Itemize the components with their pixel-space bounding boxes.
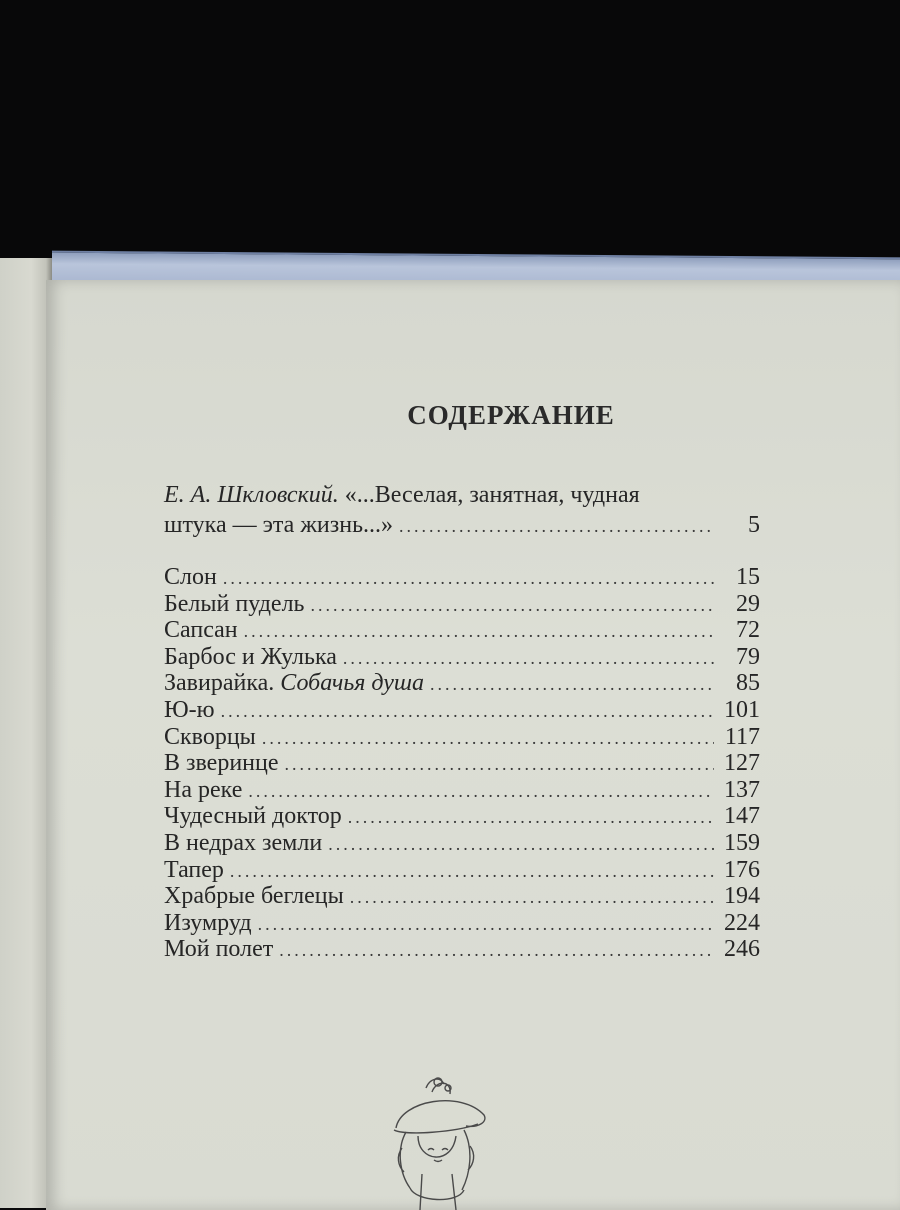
entry-page-number: 194 <box>724 883 760 910</box>
entry-page-number: 127 <box>724 750 760 777</box>
entry-page-number: 147 <box>724 803 760 830</box>
leader-dots <box>348 804 714 831</box>
open-book <box>0 250 900 1200</box>
intro-page-number: 5 <box>748 512 760 538</box>
contents-entry[interactable] <box>164 670 760 697</box>
entry-title: На реке <box>164 776 243 803</box>
contents-entry[interactable] <box>164 830 760 857</box>
leader-dots <box>223 565 714 592</box>
entry-title: Мой полет <box>164 936 274 963</box>
contents-entry[interactable] <box>164 591 760 618</box>
contents-entry[interactable] <box>164 803 760 830</box>
contents-entry[interactable] <box>164 883 760 910</box>
leader-dots <box>350 884 714 911</box>
entry-title: Ю-ю <box>164 696 215 723</box>
entry-title: В недрах земли <box>164 829 323 856</box>
intro-author: Е. А. Шкловский. <box>164 482 339 508</box>
entry-title: Храбрые беглецы <box>164 883 344 910</box>
entry-page-number: 29 <box>736 590 760 617</box>
contents-list <box>164 564 760 963</box>
dark-background <box>0 0 900 260</box>
entry-page-number: 85 <box>736 670 760 697</box>
entry-page-number: 246 <box>724 936 760 963</box>
leader-dots <box>279 937 714 964</box>
leader-dots <box>244 618 714 645</box>
entry-title: Белый пудель <box>164 590 305 617</box>
contents-entry[interactable] <box>164 724 760 751</box>
leader-dots <box>430 671 714 698</box>
intro-title-line1: «...Веселая, занятная, чудная <box>344 482 640 508</box>
entry-page-number: 159 <box>724 829 760 856</box>
entry-title: Тапер <box>164 856 224 883</box>
entry-title: Чудесный доктор <box>164 803 342 830</box>
entry-title: Изумруд <box>164 909 252 936</box>
entry-title: Завирайка. <box>164 670 275 697</box>
entry-subtitle: Собачья душа <box>280 670 425 697</box>
entry-title: В зверинце <box>164 750 279 777</box>
contents-entry[interactable] <box>164 564 760 591</box>
left-page-edge <box>0 258 52 1208</box>
contents-entry[interactable] <box>164 617 760 644</box>
intro-entry[interactable] <box>164 480 760 541</box>
leader-dots <box>343 645 714 672</box>
contents-entry[interactable] <box>164 857 760 884</box>
leader-dots <box>328 831 714 858</box>
leader-dots <box>230 858 714 885</box>
contents-entry[interactable] <box>164 777 760 804</box>
entry-page-number: 176 <box>724 856 760 883</box>
leader-dots <box>258 911 714 938</box>
entry-page-number: 15 <box>736 564 760 590</box>
contents-entry[interactable] <box>164 750 760 777</box>
entry-page-number: 224 <box>724 909 760 936</box>
entry-page-number: 101 <box>724 696 760 723</box>
leader-dots <box>285 751 714 778</box>
page-title: СОДЕРЖАНИЕ <box>407 400 615 430</box>
leader-dots <box>248 778 714 805</box>
leader-dots <box>221 698 714 725</box>
girl-illustration <box>366 1070 506 1210</box>
entry-page-number: 79 <box>736 643 760 670</box>
entry-title: Барбос и Жулька <box>164 643 337 670</box>
entry-page-number: 137 <box>724 776 760 803</box>
leader-dots <box>399 511 714 541</box>
contents-entry[interactable] <box>164 936 760 963</box>
entry-title: Слон <box>164 564 217 590</box>
entry-page-number: 72 <box>736 617 760 644</box>
contents-entry[interactable] <box>164 697 760 724</box>
contents-entry[interactable] <box>164 910 760 937</box>
intro-title-line2: штука — эта жизнь...» <box>164 512 394 538</box>
entry-title: Скворцы <box>164 723 256 750</box>
entry-page-number: 117 <box>724 723 760 750</box>
leader-dots <box>311 592 715 619</box>
contents-entry[interactable] <box>164 644 760 671</box>
leader-dots <box>262 725 714 752</box>
contents-page <box>46 280 900 1210</box>
entry-title: Сапсан <box>164 617 238 644</box>
